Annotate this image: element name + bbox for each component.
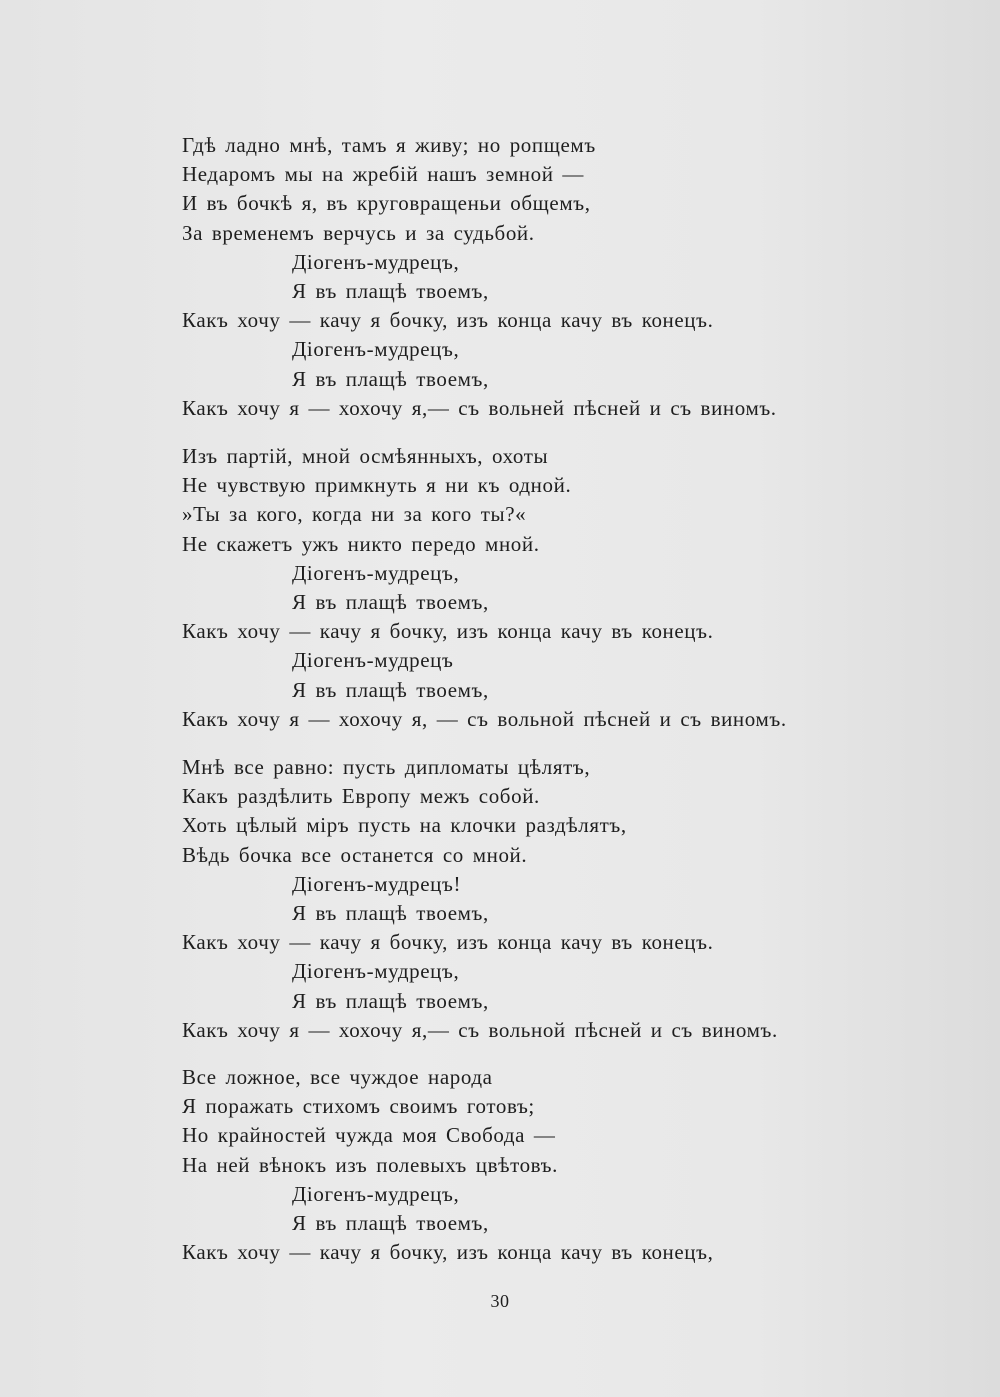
refrain-line: Я въ плащѣ твоемъ,: [292, 366, 489, 391]
verse-line: Мнѣ все равно: пусть дипломаты цѣлятъ,: [182, 755, 591, 779]
verse-line: Какъ хочу я — хохочу я, — съ вольной пѣсней и съ виномъ.: [182, 706, 787, 731]
refrain-line: Діогенъ-мудрецъ,: [292, 560, 460, 585]
verse-line: Не скажетъ ужъ никто передо мной.: [182, 531, 540, 556]
verse-line: Недаромъ мы на жребій нашъ земной —: [182, 162, 584, 187]
verse-line: И въ бочкѣ я, въ круговращеньи общемъ,: [182, 191, 591, 216]
verse-line: Гдѣ ладно мнѣ, тамъ я живу; но ропщемъ: [182, 133, 596, 157]
verse-line: Не чувствую примкнуть я ни къ одной.: [182, 473, 572, 498]
refrain-line: Я въ плащѣ твоемъ,: [292, 278, 489, 303]
refrain-line: Діогенъ-мудрецъ,: [292, 249, 460, 274]
verse-line: Какъ хочу я — хохочу я,— съ вольной пѣсней и съ виномъ.: [182, 1017, 778, 1042]
refrain-line: Діогенъ-мудрецъ: [292, 648, 454, 673]
refrain-line: Я въ плащѣ твоемъ,: [292, 988, 489, 1013]
verse-line: Хоть цѣлый міръ пусть на клочки раздѣлятъ,: [182, 813, 627, 838]
stanza-1: [182, 131, 902, 423]
stanza-2: [182, 442, 902, 734]
verse-line: Я поражать стихомъ своимъ готовъ;: [182, 1094, 535, 1119]
verse-line: Какъ хочу — качу я бочку, изъ конца качу въ конецъ.: [182, 308, 714, 333]
verse-line: Какъ хочу — качу я бочку, изъ конца качу въ конецъ,: [182, 1240, 714, 1265]
verse-line: Вѣдь бочка все останется со мной.: [182, 842, 528, 867]
verse-line: Все ложное, все чуждое народа: [182, 1065, 493, 1089]
verse-line: На ней вѣнокъ изъ полевыхъ цвѣтовъ.: [182, 1152, 558, 1177]
verse-line: Какъ раздѣлить Европу межъ собой.: [182, 784, 540, 809]
refrain-line: Діогенъ-мудрецъ!: [292, 871, 462, 896]
refrain-line: Я въ плащѣ твоемъ,: [292, 677, 489, 702]
verse-line: »Ты за кого, когда ни за кого ты?«: [182, 502, 527, 527]
refrain-line: Я въ плащѣ твоемъ,: [292, 900, 489, 925]
page-number: 30: [490, 1291, 510, 1311]
refrain-line: Я въ плащѣ твоемъ,: [292, 589, 489, 614]
refrain-line: Діогенъ-мудрецъ,: [292, 959, 460, 984]
verse-line: Какъ хочу — качу я бочку, изъ конца качу въ конецъ.: [182, 619, 714, 644]
verse-line: За временемъ верчусь и за судьбой.: [182, 220, 535, 245]
refrain-line: Діогенъ-мудрецъ,: [292, 337, 460, 362]
stanza-4: [182, 1063, 902, 1267]
verse-line: Изъ партій, мной осмѣянныхъ, охоты: [182, 444, 549, 468]
verse-line: Но крайностей чужда моя Свобода —: [182, 1123, 556, 1148]
verse-line: Какъ хочу я — хохочу я,— съ вольней пѣсней и съ виномъ.: [182, 395, 777, 420]
refrain-line: Я въ плащѣ твоемъ,: [292, 1210, 489, 1235]
stanza-3: [182, 753, 902, 1045]
verse-line: Какъ хочу — качу я бочку, изъ конца качу въ конецъ.: [182, 930, 714, 955]
refrain-line: Діогенъ-мудрецъ,: [292, 1181, 460, 1206]
